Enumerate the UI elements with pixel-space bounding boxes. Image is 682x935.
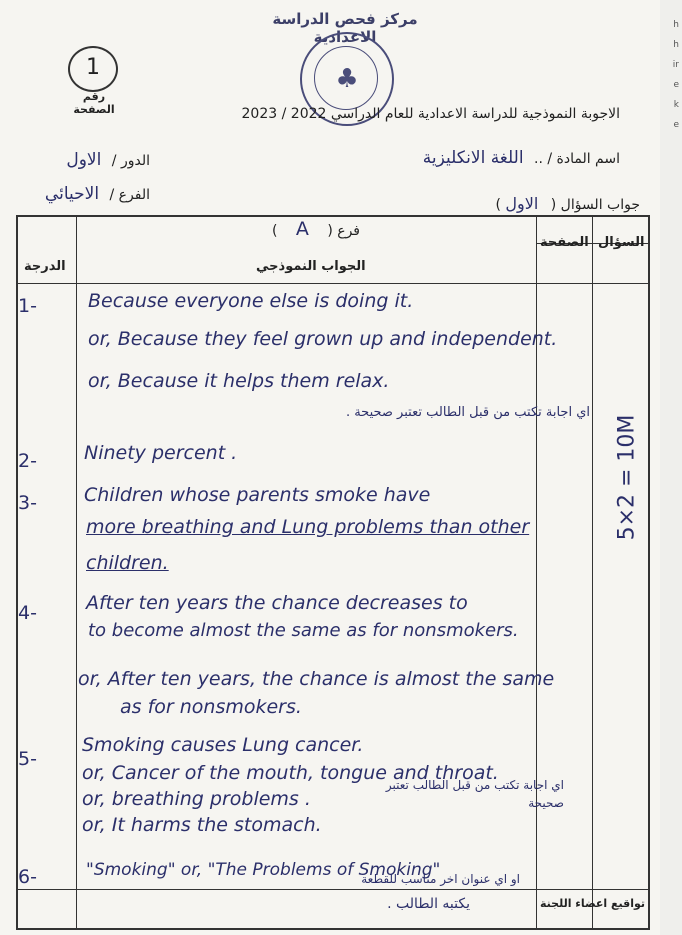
answer-5-line-1: Smoking causes Lung cancer. (82, 734, 364, 756)
answer-4-line-3: or, After ten years, the chance is almost the same (78, 668, 555, 690)
answer-4-line-1: After ten years the chance decreases to (86, 592, 468, 614)
answer-5-number: 5- (18, 748, 37, 770)
round-label: الدور / (111, 153, 150, 169)
answer-1-number: 1- (18, 295, 37, 317)
question-answer-value: الاول (505, 194, 539, 213)
answer-3-number: 3- (18, 492, 37, 514)
col-page-header: الصفحة (540, 235, 589, 250)
marks-annotation (612, 395, 642, 555)
branch-row: فرع ( A ) (271, 218, 360, 240)
answer-4-line-2: to become almost the same as for nonsmokers. (88, 620, 519, 641)
col-answer-header: الجواب النموذجي (256, 259, 366, 274)
round-value: الاول (66, 150, 102, 170)
subject-label: اسم المادة / .. (534, 151, 620, 167)
answer-3-line-3: children. (86, 552, 169, 574)
answer-2-number: 2- (18, 450, 37, 472)
answer-3-line-2: more breathing and Lung problems than other (86, 516, 530, 538)
exam-center-title: مركز فحص الدراسة الاعدادية (272, 10, 418, 46)
marks-value: 5×2 = 10M (614, 414, 640, 541)
answer-6-note-b: يكتبه الطالب . (387, 896, 470, 912)
answer-5-note-a: اي اجابة تكتب من قبل الطالب تعتبر (385, 778, 564, 792)
answer-1-line-1: Because everyone else is doing it. (88, 290, 414, 312)
answer-4-number: 4- (18, 602, 37, 624)
col-grade-header: الدرجة (24, 259, 66, 274)
adjacent-page-edge: h h ir e k e (660, 0, 682, 935)
answer-3-line-1: Children whose parents smoke have (84, 484, 431, 506)
answer-5-note-b: صحيحة (528, 796, 564, 810)
answer-2-line-1: Ninety percent . (84, 442, 238, 464)
subject-row (423, 148, 620, 168)
subject-value: اللغة الانكليزية (422, 148, 524, 168)
footer-signatures: تواقيع اعضاء اللجنة (540, 897, 646, 910)
branch-header-row (45, 184, 150, 204)
question-answer-label: جواب السؤال ( (550, 197, 640, 213)
branch-value: الاحيائي (44, 184, 100, 204)
branch-row-label: فرع ( (327, 223, 360, 239)
answer-4-line-4: as for nonsmokers. (120, 696, 302, 718)
document-title: الاجوبة النموذجية للدراسة الاعدادية للعام الدراسي 2022 / 2023 (241, 106, 620, 122)
round-row (66, 150, 150, 170)
answer-5-line-3: or, breathing problems . (82, 788, 311, 810)
palm-emblem-icon: ♣ (335, 64, 359, 94)
answer-1-line-2: or, Because they feel grown up and independent. (88, 328, 558, 350)
col-question-header: السؤال (598, 235, 645, 250)
branch-row-value: A (295, 218, 309, 240)
answer-1-line-3: or, Because it helps them relax. (88, 370, 390, 392)
question-answer-row: جواب السؤال ( الاول ) (495, 194, 640, 213)
answer-1-note: اي اجابة تكتب من قبل الطالب تعتبر صحيحة . (345, 405, 590, 420)
answer-5-line-4: or, It harms the stomach. (82, 814, 322, 836)
page-number: 1 (86, 55, 100, 80)
answer-6-number: 6- (18, 866, 37, 888)
answer-6-line-1: "Smoking" or, "The Problems of Smoking" (86, 860, 441, 880)
page-number-badge (68, 46, 118, 92)
answer-6-note-a: او اي عنوان اخر مناسب للقطعة (361, 872, 520, 886)
answer-5-line-2: or, Cancer of the mouth, tongue and throat. (82, 762, 499, 784)
branch-label: الفرع / (109, 187, 150, 203)
page-number-label: رقم الصفحة (73, 90, 115, 116)
